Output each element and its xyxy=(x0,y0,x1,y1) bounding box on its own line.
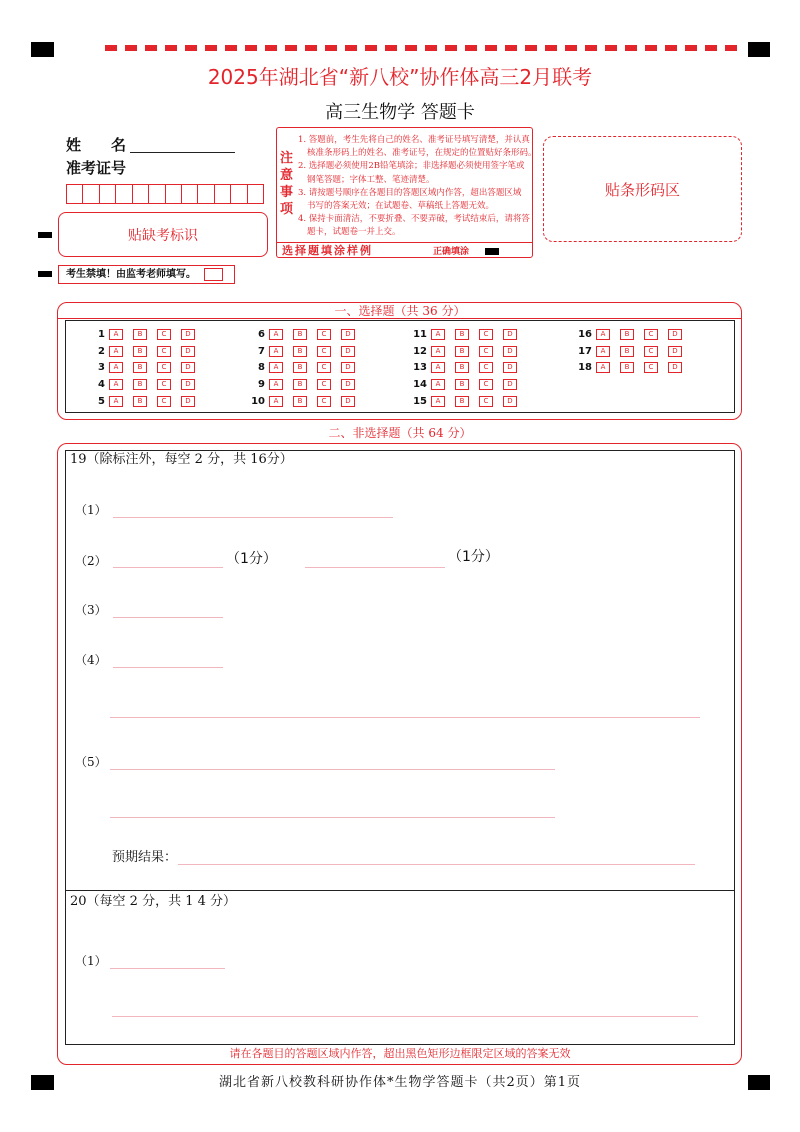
option-bubble-c[interactable]: C xyxy=(317,346,331,357)
timing-mark xyxy=(38,232,52,238)
section1-title-rule xyxy=(57,318,742,319)
q19-part-3-label: （3） xyxy=(75,603,107,617)
exam-id-digit-box[interactable] xyxy=(215,185,231,203)
option-bubble-b[interactable]: B xyxy=(133,329,147,340)
option-bubble-c[interactable]: C xyxy=(317,396,331,407)
option-bubble-a[interactable]: A xyxy=(431,329,445,340)
registration-mark-top-left xyxy=(31,42,54,57)
option-bubble-b[interactable]: B xyxy=(455,346,469,357)
correct-fill-swatch xyxy=(485,248,499,255)
mcq-question xyxy=(407,326,517,343)
mcq-column xyxy=(85,326,195,410)
registration-mark-top-right xyxy=(748,42,770,57)
exam-id-boxes xyxy=(66,184,264,204)
option-bubble-d[interactable]: D xyxy=(341,346,355,357)
option-bubble-b[interactable]: B xyxy=(455,329,469,340)
option-bubble-a[interactable]: A xyxy=(596,329,610,340)
proctor-only-label: 考生禁填！由监考老师填写。 xyxy=(66,269,196,280)
mcq-grid xyxy=(0,326,800,412)
mcq-question xyxy=(407,393,517,410)
option-bubble-d[interactable]: D xyxy=(503,329,517,340)
notice-line: 1. 答题前，考生先将自己的姓名、准考证号填写清楚，并认真 xyxy=(298,135,530,145)
exam-id-digit-box[interactable] xyxy=(67,185,83,203)
q19-part-4-label: （4） xyxy=(75,653,107,667)
q19-part-5-answer-line-a[interactable] xyxy=(110,769,555,770)
mcq-column xyxy=(572,326,682,376)
exam-id-digit-box[interactable] xyxy=(166,185,182,203)
option-bubble-c[interactable]: C xyxy=(644,346,658,357)
question-number: 12 xyxy=(413,345,427,357)
name-field[interactable] xyxy=(130,152,235,153)
notice-line: 钢笔答题；字体工整、笔迹清楚。 xyxy=(307,174,435,185)
mcq-question xyxy=(85,343,195,360)
option-bubble-a[interactable]: A xyxy=(431,379,445,390)
option-bubble-b[interactable]: B xyxy=(293,379,307,390)
mcq-question xyxy=(407,360,517,377)
q19-part-3-answer-line[interactable] xyxy=(113,617,223,618)
option-bubble-a[interactable]: A xyxy=(269,379,283,390)
absent-sticker-label: 贴缺考标识 xyxy=(128,227,198,244)
option-bubble-a[interactable]: A xyxy=(109,346,123,357)
q19-expected-result-label: 预期结果： xyxy=(112,850,178,865)
boundary-note: 请在各题目的答题区域内作答，超出黑色矩形边框限定区域的答案无效 xyxy=(229,1047,571,1060)
question-number: 10 xyxy=(251,395,265,407)
mcq-question xyxy=(407,376,517,393)
notice-box xyxy=(276,127,537,258)
barcode-area-label: 贴条形码区 xyxy=(604,180,680,199)
option-bubble-a[interactable]: A xyxy=(269,362,283,373)
question-number: 8 xyxy=(258,362,265,374)
option-bubble-b[interactable]: B xyxy=(455,379,469,390)
mcq-question xyxy=(245,326,355,343)
option-bubble-b[interactable]: B xyxy=(293,346,307,357)
exam-id-digit-box[interactable] xyxy=(149,185,165,203)
option-bubble-b[interactable]: B xyxy=(620,362,634,373)
option-bubble-c[interactable]: C xyxy=(317,329,331,340)
section1-title: 一、选择题（共 36 分） xyxy=(334,304,466,318)
notice-line: 2. 选择题必须使用2B铅笔填涂；非选择题必须使用签字笔或 xyxy=(298,161,525,172)
q20-part-1-label: （1） xyxy=(75,954,107,968)
barcode-sticker-area[interactable] xyxy=(543,136,742,242)
option-bubble-b[interactable]: B xyxy=(620,329,634,340)
question-number: 3 xyxy=(98,362,105,374)
option-bubble-c[interactable]: C xyxy=(157,346,171,357)
option-bubble-b[interactable]: B xyxy=(620,346,634,357)
mcq-question xyxy=(572,326,682,343)
option-bubble-b[interactable]: B xyxy=(293,362,307,373)
option-bubble-d[interactable]: D xyxy=(181,346,195,357)
mcq-question xyxy=(245,393,355,410)
option-bubble-c[interactable]: C xyxy=(479,346,493,357)
notice-lines xyxy=(298,134,537,240)
option-bubble-d[interactable]: D xyxy=(341,329,355,340)
option-bubble-b[interactable]: B xyxy=(133,362,147,373)
option-bubble-d[interactable]: D xyxy=(503,346,517,357)
option-bubble-c[interactable]: C xyxy=(317,362,331,373)
q19-part-1-label: （1） xyxy=(75,503,107,517)
option-bubble-a[interactable]: A xyxy=(109,329,123,340)
question-number: 4 xyxy=(98,379,105,391)
option-bubble-a[interactable]: A xyxy=(596,346,610,357)
option-bubble-a[interactable]: A xyxy=(431,396,445,407)
question-number: 2 xyxy=(98,345,105,357)
option-bubble-b[interactable]: B xyxy=(133,346,147,357)
mcq-question xyxy=(407,343,517,360)
notice-line: 3. 请按题号顺序在各题目的答题区域内作答，超出答题区域 xyxy=(298,187,522,198)
option-bubble-d[interactable]: D xyxy=(341,396,355,407)
mcq-question xyxy=(245,360,355,377)
exam-id-digit-box[interactable] xyxy=(248,185,263,203)
timing-mark xyxy=(38,271,52,277)
option-bubble-c[interactable]: C xyxy=(157,362,171,373)
option-bubble-a[interactable]: A xyxy=(431,346,445,357)
mcq-question xyxy=(85,393,195,410)
option-bubble-a[interactable]: A xyxy=(109,362,123,373)
question-number: 6 xyxy=(258,328,265,340)
option-bubble-c[interactable]: C xyxy=(479,362,493,373)
question-number: 1 xyxy=(98,328,105,340)
option-bubble-c[interactable]: C xyxy=(157,396,171,407)
page-footer: 湖北省新八校教科研协作体*生物学答题卡（共2页）第1页 xyxy=(218,1075,582,1090)
mcq-question xyxy=(245,376,355,393)
absent-sticker-area[interactable] xyxy=(58,212,268,257)
q20-part-1-answer-line[interactable] xyxy=(110,968,225,969)
option-bubble-d[interactable]: D xyxy=(181,379,195,390)
question-number: 18 xyxy=(578,362,592,374)
option-bubble-d[interactable]: D xyxy=(668,362,682,373)
q19-part-5-label: （5） xyxy=(75,755,107,769)
option-bubble-d[interactable]: D xyxy=(503,362,517,373)
q19-part-4-answer-line-b[interactable] xyxy=(110,717,700,718)
proctor-fill-box[interactable] xyxy=(204,268,223,281)
exam-id-label: 准考证号 xyxy=(66,159,127,177)
exam-id-digit-box[interactable] xyxy=(100,185,116,203)
q20-header: 20（每空 2 分，共 1 4 分） xyxy=(70,894,237,909)
exam-id-digit-box[interactable] xyxy=(231,185,247,203)
q19-expected-result-answer-line[interactable] xyxy=(178,864,695,865)
option-bubble-b[interactable]: B xyxy=(455,396,469,407)
mcq-column xyxy=(407,326,517,410)
q19-part-4-answer-line-a[interactable] xyxy=(113,667,223,668)
option-bubble-c[interactable]: C xyxy=(157,329,171,340)
name-label: 姓 名 xyxy=(66,136,127,154)
option-bubble-d[interactable]: D xyxy=(668,346,682,357)
option-bubble-c[interactable]: C xyxy=(644,329,658,340)
option-bubble-a[interactable]: A xyxy=(431,362,445,373)
exam-id-digit-box[interactable] xyxy=(116,185,132,203)
option-bubble-b[interactable]: B xyxy=(133,379,147,390)
q19-part-2-point-note-a: （1分） xyxy=(226,551,277,567)
q19-part-2-point-note-b: （1分） xyxy=(448,549,499,565)
option-bubble-b[interactable]: B xyxy=(455,362,469,373)
option-bubble-d[interactable]: D xyxy=(668,329,682,340)
option-bubble-c[interactable]: C xyxy=(317,379,331,390)
notice-line: 核准条形码上的姓名、准考证号，在规定的位置贴好条形码。 xyxy=(307,148,537,159)
option-bubble-c[interactable]: C xyxy=(479,329,493,340)
option-bubble-b[interactable]: B xyxy=(293,329,307,340)
question-number: 15 xyxy=(413,395,427,407)
option-bubble-a[interactable]: A xyxy=(269,329,283,340)
option-bubble-d[interactable]: D xyxy=(503,379,517,390)
proctor-only-box xyxy=(58,265,235,284)
correct-fill-label: 正确填涂 xyxy=(433,247,470,257)
exam-id-digit-box[interactable] xyxy=(198,185,214,203)
option-bubble-c[interactable]: C xyxy=(157,379,171,390)
option-bubble-d[interactable]: D xyxy=(503,396,517,407)
exam-id-digit-box[interactable] xyxy=(83,185,99,203)
notice-heading: 注意事项 xyxy=(280,151,294,217)
notice-divider xyxy=(277,242,532,243)
option-bubble-c[interactable]: C xyxy=(479,396,493,407)
q20-answer-line[interactable] xyxy=(112,1016,698,1017)
option-bubble-d[interactable]: D xyxy=(181,362,195,373)
option-bubble-a[interactable]: A xyxy=(109,396,123,407)
notice-line: 题卡，试题卷一并上交。 xyxy=(307,227,401,238)
mcq-question xyxy=(245,343,355,360)
mcq-question xyxy=(85,326,195,343)
written-answer-area xyxy=(65,450,735,1045)
question-divider xyxy=(65,890,735,891)
option-bubble-d[interactable]: D xyxy=(341,379,355,390)
mcq-question xyxy=(85,360,195,377)
q19-part-5-answer-line-b[interactable] xyxy=(110,817,555,818)
option-bubble-d[interactable]: D xyxy=(181,396,195,407)
top-dashed-border xyxy=(105,45,737,51)
question-number: 14 xyxy=(413,379,427,391)
mcq-question xyxy=(572,343,682,360)
notice-line: 书写的答案无效；在试题卷、草稿纸上答题无效。 xyxy=(307,201,495,212)
question-number: 16 xyxy=(578,328,592,340)
option-bubble-b[interactable]: B xyxy=(133,396,147,407)
sheet-subtitle: 高三生物学 答题卡 xyxy=(325,102,475,123)
q19-header: 19（除标注外，每空 2 分，共 16分） xyxy=(70,452,293,467)
exam-id-digit-box[interactable] xyxy=(133,185,149,203)
option-bubble-c[interactable]: C xyxy=(479,379,493,390)
mcq-question xyxy=(85,376,195,393)
option-bubble-d[interactable]: D xyxy=(181,329,195,340)
option-bubble-b[interactable]: B xyxy=(293,396,307,407)
question-number: 7 xyxy=(258,345,265,357)
option-bubble-c[interactable]: C xyxy=(644,362,658,373)
q19-part-2-label: （2） xyxy=(75,554,107,568)
question-number: 13 xyxy=(413,362,427,374)
q19-part-2-answer-line-a[interactable] xyxy=(113,567,223,568)
question-number: 17 xyxy=(578,345,592,357)
notice-line: 4. 保持卡面清洁，不要折叠、不要弄破，考试结束后，请将答 xyxy=(298,214,530,225)
q19-part-2-answer-line-b[interactable] xyxy=(305,567,445,568)
mcq-column xyxy=(245,326,355,410)
exam-id-digit-box[interactable] xyxy=(182,185,198,203)
mcq-question xyxy=(572,360,682,377)
q19-part-1-answer-line[interactable] xyxy=(113,517,393,518)
question-number: 9 xyxy=(258,379,265,391)
option-bubble-d[interactable]: D xyxy=(341,362,355,373)
question-number: 5 xyxy=(98,395,105,407)
option-bubble-a[interactable]: A xyxy=(269,346,283,357)
exam-title: 2025年湖北省“新八校”协作体高三2月联考 xyxy=(207,65,593,89)
section2-title: 二、非选择题（共 64 分） xyxy=(328,426,472,440)
option-bubble-a[interactable]: A xyxy=(109,379,123,390)
question-number: 11 xyxy=(413,328,427,340)
fill-sample-label: 选择题填涂样例 xyxy=(282,244,373,257)
option-bubble-a[interactable]: A xyxy=(596,362,610,373)
option-bubble-a[interactable]: A xyxy=(269,396,283,407)
